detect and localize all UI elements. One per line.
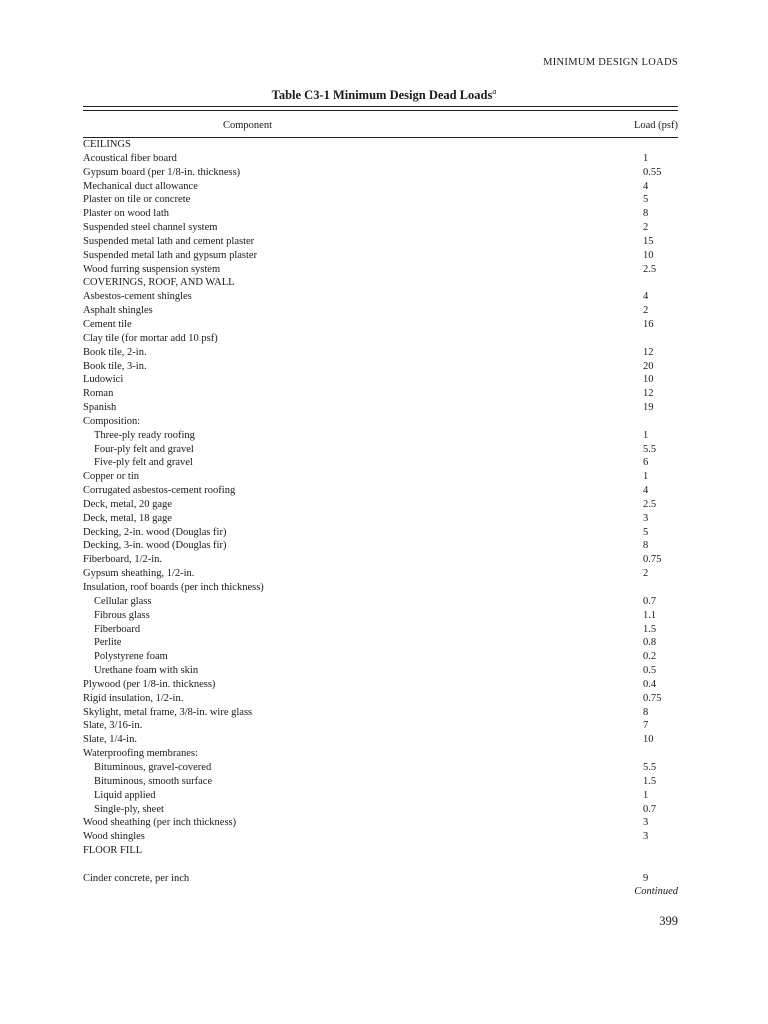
- component-cell: Cement tile: [83, 318, 132, 330]
- component-cell: Rigid insulation, 1/2-in.: [83, 692, 184, 704]
- table-row: [83, 858, 678, 872]
- table-row: [83, 166, 678, 180]
- load-cell: 1: [643, 429, 649, 441]
- component-cell: Bituminous, smooth surface: [94, 775, 213, 787]
- table-row: [83, 207, 678, 221]
- component-cell: Asphalt shingles: [83, 305, 153, 317]
- table-row: [83, 304, 678, 318]
- component-cell: Bituminous, gravel-covered: [94, 761, 212, 773]
- table-row: [83, 235, 678, 249]
- table-row: [83, 332, 678, 346]
- table-row: [83, 526, 678, 540]
- load-cell: 5: [643, 526, 649, 538]
- component-cell: Wood furring suspension system: [83, 263, 221, 275]
- load-cell: 10: [643, 249, 654, 261]
- table-row: [83, 429, 678, 443]
- component-cell: Suspended steel channel system: [83, 222, 218, 234]
- component-cell: Single-ply, sheet: [94, 803, 164, 815]
- continued-label: Continued: [634, 886, 678, 897]
- table-row: [83, 484, 678, 498]
- table-row: [83, 401, 678, 415]
- load-cell: 15: [643, 235, 654, 247]
- table-row: [83, 290, 678, 304]
- load-cell: 9: [643, 872, 649, 884]
- load-cell: 1: [643, 152, 649, 164]
- load-cell: 0.2: [643, 651, 657, 663]
- load-cell: 19: [643, 402, 654, 414]
- component-cell: Corrugated asbestos-cement roofing: [83, 485, 236, 497]
- table-row: [83, 373, 678, 387]
- table-row: [83, 318, 678, 332]
- component-cell: Slate, 1/4-in.: [83, 734, 137, 746]
- component-cell: Perlite: [94, 637, 122, 649]
- table-row: [83, 761, 678, 775]
- load-cell: 8: [643, 208, 649, 220]
- table-title-text: Table C3-1 Minimum Design Dead Loads: [271, 88, 493, 103]
- table-row: [83, 193, 678, 207]
- component-cell: Wood sheathing (per inch thickness): [83, 817, 237, 829]
- load-cell: 0.7: [643, 595, 657, 607]
- table-row: [83, 719, 678, 733]
- component-cell: Gypsum sheathing, 1/2-in.: [83, 568, 195, 580]
- component-cell: Fiberboard: [94, 623, 141, 635]
- load-cell: 2: [643, 222, 649, 234]
- load-cell: 7: [643, 720, 649, 732]
- table-body: [83, 138, 678, 886]
- component-cell: Deck, metal, 20 gage: [83, 498, 172, 510]
- load-cell: 3: [643, 817, 649, 829]
- component-cell: FLOOR FILL: [83, 845, 143, 857]
- component-cell: Mechanical duct allowance: [83, 180, 198, 192]
- load-cell: 0.75: [643, 692, 662, 704]
- table-row: [83, 636, 678, 650]
- table-title: [0, 87, 768, 103]
- table-row: [83, 803, 678, 817]
- load-cell: 1: [643, 471, 649, 483]
- component-cell: Liquid applied: [94, 789, 156, 801]
- component-cell: Asbestos-cement shingles: [83, 291, 192, 303]
- component-cell: Gypsum board (per 1/8-in. thickness): [83, 166, 241, 178]
- component-cell: Four-ply felt and gravel: [94, 443, 194, 455]
- table-row: [83, 775, 678, 789]
- column-header-load: Load (psf): [633, 120, 678, 131]
- table-row: [83, 415, 678, 429]
- component-cell: Copper or tin: [83, 471, 139, 483]
- table-row: [83, 553, 678, 567]
- component-cell: Insulation, roof boards (per inch thickness): [83, 582, 264, 593]
- table-title-footnote-marker: a: [492, 87, 497, 96]
- column-header-component: Component: [223, 120, 272, 131]
- component-cell: Plaster on wood lath: [83, 208, 170, 220]
- table-row: [83, 678, 678, 692]
- component-cell: Suspended metal lath and gypsum plaster: [83, 249, 258, 261]
- load-cell: 0.7: [643, 803, 657, 815]
- load-cell: 4: [643, 180, 649, 192]
- table-row: [83, 733, 678, 747]
- load-cell: 1.5: [643, 623, 657, 635]
- table-row: [83, 263, 678, 277]
- table-row: [83, 360, 678, 374]
- load-cell: 5.5: [643, 443, 657, 455]
- component-cell: Skylight, metal frame, 3/8-in. wire glass: [83, 706, 253, 718]
- component-cell: Cinder concrete, per inch: [83, 872, 190, 884]
- table-row: [83, 844, 678, 858]
- load-cell: 12: [643, 346, 654, 358]
- component-cell: Fibrous glass: [94, 609, 150, 621]
- table-top-rule: [83, 106, 678, 107]
- component-cell: Decking, 3-in. wood (Douglas fir): [83, 540, 227, 552]
- component-cell: Ludowici: [83, 374, 124, 386]
- table-row: [83, 276, 678, 290]
- component-cell: Acoustical fiber board: [83, 152, 177, 164]
- table-row: [83, 567, 678, 581]
- component-cell: Plywood (per 1/8-in. thickness): [83, 678, 216, 690]
- load-cell: 5: [643, 194, 649, 206]
- load-cell: 6: [643, 457, 649, 469]
- table-row: [83, 498, 678, 512]
- table-row: [83, 609, 678, 623]
- component-cell: Suspended metal lath and cement plaster: [83, 235, 255, 247]
- load-cell: 2.5: [643, 263, 657, 275]
- load-cell: 0.55: [643, 166, 662, 178]
- load-cell: 3: [643, 512, 649, 524]
- table-row: [83, 456, 678, 470]
- table-top-rule-second: [83, 110, 678, 111]
- component-cell: Book tile, 2-in.: [83, 346, 147, 358]
- load-cell: 3: [643, 831, 649, 843]
- component-cell: Wood shingles: [83, 831, 145, 843]
- component-cell: Plaster on tile or concrete: [83, 194, 191, 206]
- component-cell: Slate, 3/16-in.: [83, 720, 143, 732]
- load-cell: 8: [643, 540, 649, 552]
- table-row: [83, 830, 678, 844]
- table-row: [83, 470, 678, 484]
- component-cell: Composition:: [83, 415, 141, 427]
- component-cell: Deck, metal, 18 gage: [83, 512, 172, 524]
- component-cell: COVERINGS, ROOF, AND WALL: [83, 277, 235, 289]
- component-cell: Five-ply felt and gravel: [94, 457, 193, 469]
- load-cell: 1.1: [643, 609, 657, 621]
- load-cell: 0.75: [643, 554, 662, 566]
- load-cell: 0.4: [643, 678, 657, 690]
- load-cell: 12: [643, 388, 654, 400]
- page-number: 399: [659, 914, 678, 928]
- table-row: [83, 443, 678, 457]
- load-cell: 20: [643, 360, 654, 372]
- component-cell: Decking, 2-in. wood (Douglas fir): [83, 526, 227, 538]
- load-cell: 10: [643, 734, 654, 746]
- table-row: [83, 539, 678, 553]
- component-cell: Polystyrene foam: [94, 651, 168, 663]
- running-head: MINIMUM DESIGN LOADS: [543, 57, 678, 68]
- load-cell: 10: [643, 374, 654, 386]
- component-cell: Roman: [83, 388, 114, 400]
- component-cell: Clay tile (for mortar add 10 psf): [83, 332, 218, 344]
- table-row: [83, 623, 678, 637]
- component-cell: Three-ply ready roofing: [94, 429, 195, 441]
- table-row: [83, 664, 678, 678]
- table-row: [83, 512, 678, 526]
- load-cell: 2: [643, 568, 649, 580]
- load-cell: 0.5: [643, 665, 657, 677]
- table-row: [83, 180, 678, 194]
- load-cell: 1: [643, 789, 649, 801]
- load-cell: 4: [643, 485, 649, 497]
- load-cell: 1.5: [643, 775, 657, 787]
- load-cell: 5.5: [643, 761, 657, 773]
- table-row: [83, 692, 678, 706]
- table-row: [83, 789, 678, 803]
- table-row: [83, 152, 678, 166]
- table-row: [83, 706, 678, 720]
- component-cell: Spanish: [83, 402, 117, 414]
- component-cell: Fiberboard, 1/2-in.: [83, 554, 163, 566]
- load-cell: 16: [643, 318, 654, 330]
- table-row: [83, 346, 678, 360]
- table-row: [83, 872, 678, 886]
- table-row: [83, 249, 678, 263]
- load-cell: 8: [643, 706, 649, 718]
- table-row: [83, 581, 678, 595]
- table-row: [83, 138, 678, 152]
- table-row: [83, 221, 678, 235]
- table-row: [83, 816, 678, 830]
- component-cell: CEILINGS: [83, 139, 131, 150]
- component-cell: Urethane foam with skin: [94, 665, 199, 677]
- component-cell: Cellular glass: [94, 595, 152, 607]
- component-cell: Book tile, 3-in.: [83, 360, 147, 372]
- load-cell: 4: [643, 291, 649, 303]
- table-row: [83, 650, 678, 664]
- load-cell: 2.5: [643, 498, 657, 510]
- component-cell: Waterproofing membranes:: [83, 748, 198, 760]
- table-row: [83, 747, 678, 761]
- table-row: [83, 387, 678, 401]
- table-row: [83, 595, 678, 609]
- load-cell: 2: [643, 305, 649, 317]
- load-cell: 0.8: [643, 637, 657, 649]
